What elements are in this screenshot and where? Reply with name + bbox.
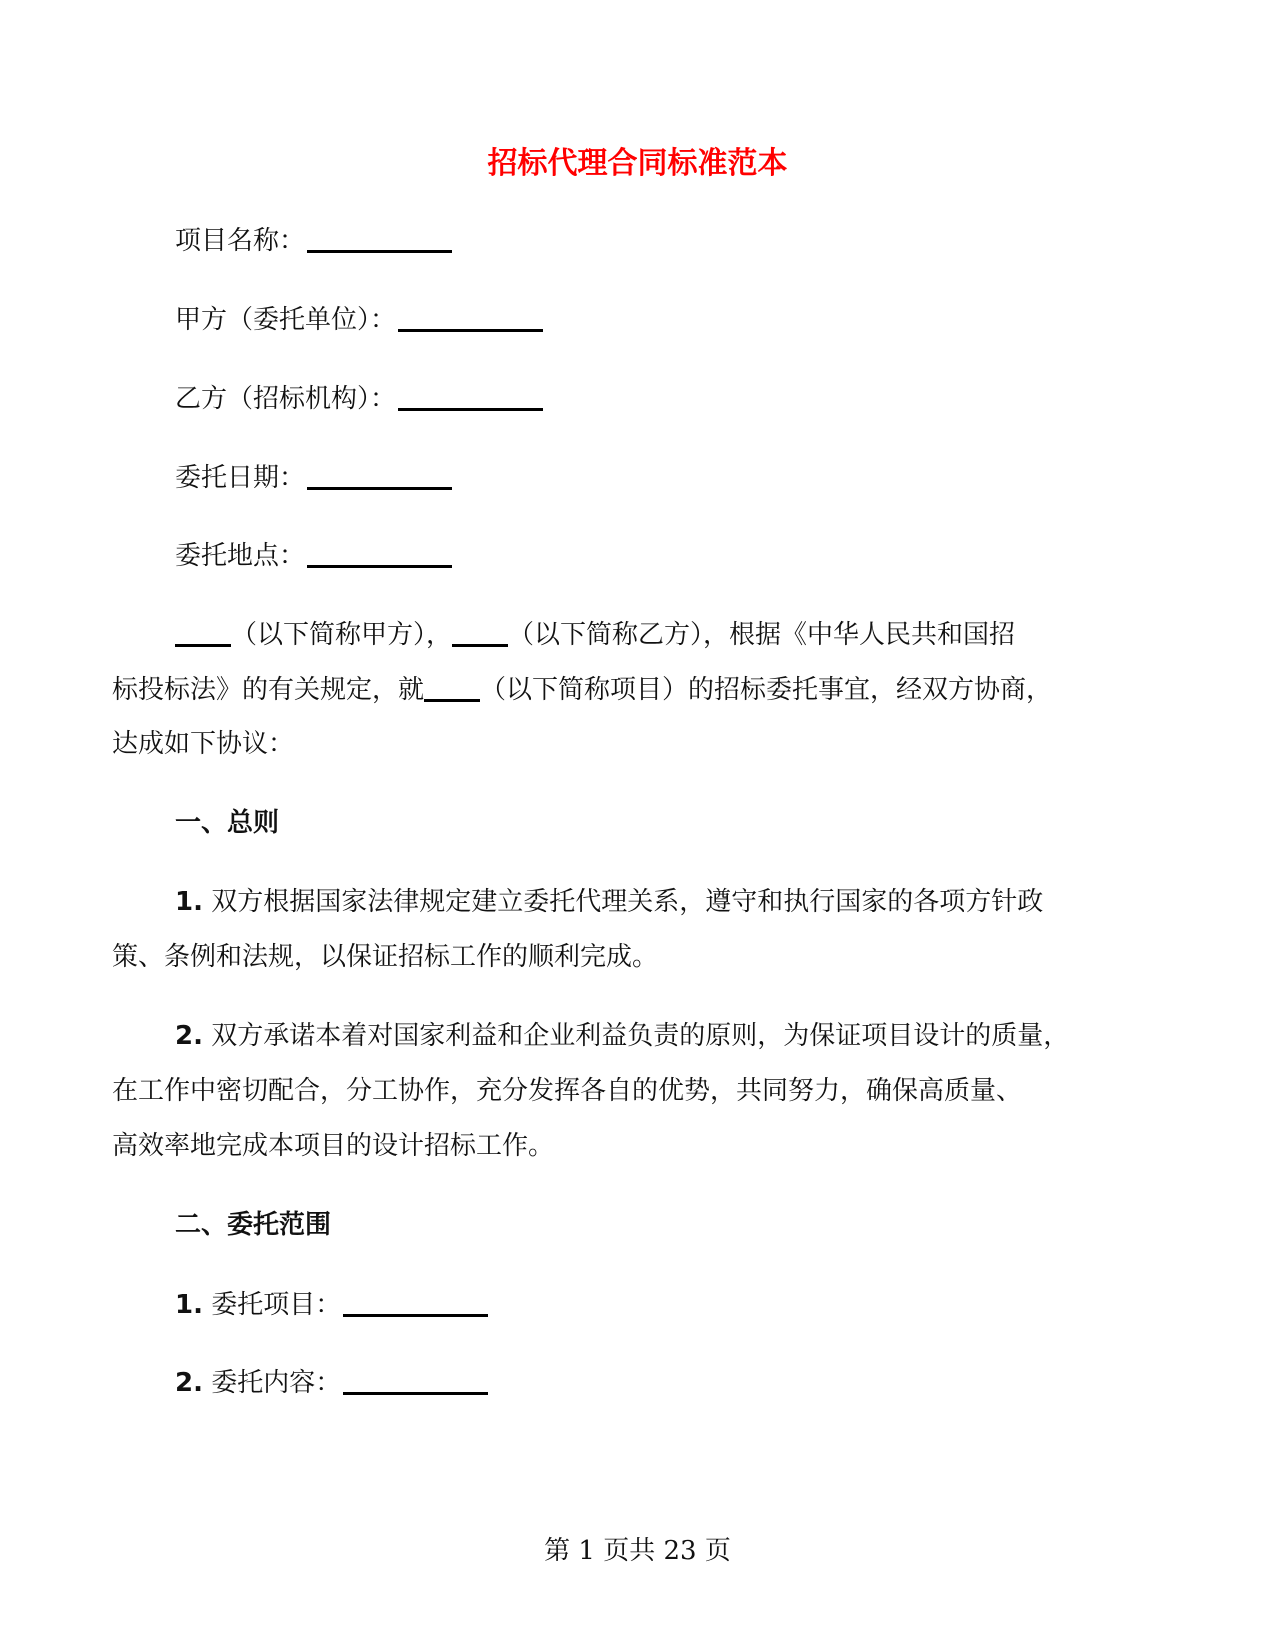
section-1-item-1-line-2: 策、条例和法规，以保证招标工作的顺利完成。 [112,942,659,972]
date-blank [307,459,452,490]
page-footer: 第 1 页共 23 页 [544,1536,731,1566]
section-2-item-2-label: 委托内容： [211,1368,342,1398]
section-2-item-1-label: 委托项目： [211,1290,342,1320]
section-2-item-2-number: 2. [175,1368,203,1398]
section-1-item-2-line-2: 在工作中密切配合，分工协作，充分发挥各自的优势，共同努力，确保高质量、 [112,1076,1023,1106]
field-date-label: 委托日期： [175,463,306,493]
party-a-name-blank [175,616,231,647]
entrusted-content-blank [343,1364,488,1395]
section-2-item-1-number: 1. [175,1290,203,1320]
preamble-line-1-a: （以下简称甲方）， [231,620,453,650]
place-blank [307,537,452,568]
preamble-line-2-b: （以下简称项目）的招标委托事宜，经双方协商， [480,675,1053,705]
section-1-item-2-line-3: 高效率地完成本项目的设计招标工作。 [112,1131,555,1161]
preamble-line-2 [112,671,1052,708]
preamble-line-3: 达成如下协议： [112,729,295,759]
section-1-item-2-line-1 [175,1018,1069,1054]
preamble-line-2-a: 标投标法》的有关规定，就 [112,675,425,705]
field-party-a [175,301,543,338]
party-a-blank [398,301,543,332]
section-1-item-1-text: 双方根据国家法律规定建立委托代理关系，遵守和执行国家的各项方针政 [211,887,1044,917]
section-1-item-1-line-1 [175,884,1043,920]
section-1-heading: 一、总则 [175,808,280,838]
entrusted-project-blank [343,1286,488,1317]
party-b-name-blank [452,616,508,647]
section-2-item-2 [175,1364,488,1401]
field-place [175,537,452,574]
section-1-item-2-text: 双方承诺本着对国家利益和企业利益负责的原则，为保证项目设计的质量， [211,1021,1070,1051]
field-project-name [175,222,452,259]
field-party-b [175,380,543,417]
field-project-name-label: 项目名称： [175,226,306,256]
section-2-item-1 [175,1286,488,1323]
field-date [175,459,452,496]
preamble-line-1 [175,616,1015,653]
section-1-item-2-number: 2. [175,1021,203,1051]
section-1-item-1-number: 1. [175,887,203,917]
field-party-a-label: 甲方（委托单位）： [175,305,397,335]
field-place-label: 委托地点： [175,541,306,571]
field-party-b-label: 乙方（招标机构）： [175,384,397,414]
section-2-heading: 二、委托范围 [175,1210,332,1240]
preamble-line-1-b: （以下简称乙方），根据《中华人民共和国招 [508,620,1016,650]
project-name-blank [307,222,452,253]
document-title: 招标代理合同标准范本 [487,146,788,181]
party-b-blank [398,380,543,411]
project-name-short-blank [424,671,480,702]
